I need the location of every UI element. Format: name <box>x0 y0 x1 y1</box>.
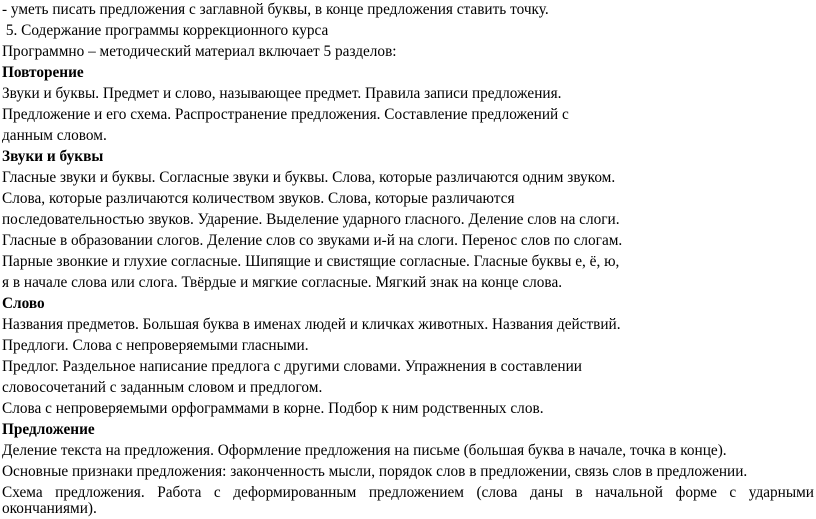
text-line: Предлог. Раздельное написание предлога с другими словами. Упражнения в составлении <box>2 358 582 375</box>
text-line: я в начале слова или слога. Твёрдые и мягкие согласные. Мягкий знак на конце слова. <box>2 274 563 291</box>
heading-zvuki-i-bukvy: Звуки и буквы <box>2 148 104 165</box>
text-line: - уметь писать предложения с заглавной буквы, в конце предложения ставить точку. <box>2 1 549 18</box>
text-line: Парные звонкие и глухие согласные. Шипящие и свистящие согласные. Гласные буквы е, ё, ю, <box>2 253 620 270</box>
heading-slovo: Слово <box>2 295 45 312</box>
text-line: последовательностью звуков. Ударение. Выделение ударного гласного. Деление слов на слоги. <box>2 211 620 228</box>
text-line: Звуки и буквы. Предмет и слово, называющее предмет. Правила записи предложения. <box>2 85 562 102</box>
text-line: Названия предметов. Большая буква в именах людей и кличках животных. Названия действий. <box>2 316 621 333</box>
text-line: Предложение и его схема. Распространение предложения. Составление предложений с <box>2 106 569 123</box>
text-line: Гласные в образовании слогов. Деление слов со звуками и-й на слоги. Перенос слов по слогам. <box>2 232 623 249</box>
text-line: Программно – методический материал включает 5 разделов: <box>2 43 397 60</box>
heading-predlozhenie: Предложение <box>2 421 95 438</box>
text-line: Слова, которые различаются количеством звуков. Слова, которые различаются <box>2 190 515 207</box>
text-line: Схема предложения. Работа с деформированным предложением (слова даны в начальной форме с ударными <box>2 484 814 501</box>
text-line: Основные признаки предложения: законченность мысли, порядок слов в предложении, связь слов в предложении. <box>2 463 748 480</box>
text-line: Гласные звуки и буквы. Согласные звуки и буквы. Слова, которые различаются одним звуком. <box>2 169 616 186</box>
text-line: Деление текста на предложения. Оформление предложения на письме (большая буква в начале, точка в конце). <box>2 442 727 459</box>
heading-povtorenie: Повторение <box>2 64 84 81</box>
text-line: Предлоги. Слова с непроверяемыми гласными. <box>2 337 309 354</box>
text-line: словосочетаний с заданным словом и предлогом. <box>2 379 323 396</box>
text-line: данным словом. <box>2 127 107 144</box>
text-line: окончаниями). <box>2 500 97 517</box>
text-line: Слова с непроверяемыми орфограммами в корне. Подбор к ним родственных слов. <box>2 400 544 417</box>
section-title: 5. Содержание программы коррекционного курса <box>2 22 329 39</box>
